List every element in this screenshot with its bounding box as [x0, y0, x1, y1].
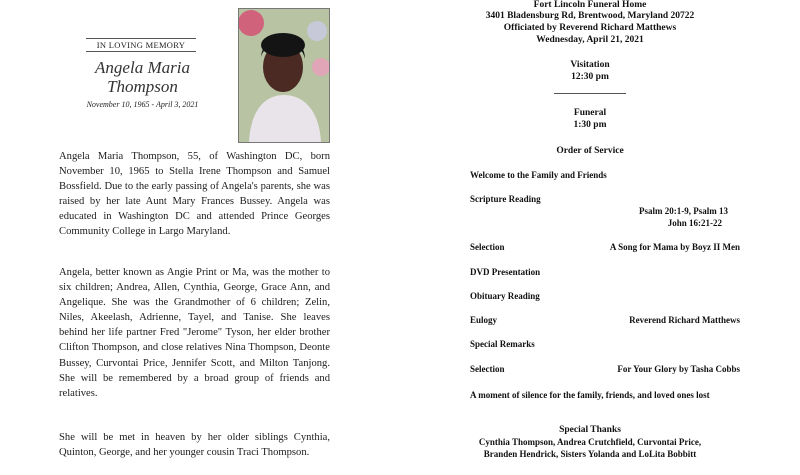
obituary-paragraph-2: Angela, better known as Angie Print or Ma, was the mother to six children; Andrea, Allen, Cynthia, George, Grace Ann, and Angelique. She was the Grandmother of 6 children; Zelin, Niles, Akeelash, Adrienne, Tayel, and Tanise. She leaves behind her life partner Fred "Jerome" Tyson, her elder brother Clifton Thompson, and close relatives Nina Thompson, Deonte Bussey, Curvontai Price, Jennifer Scott, and Milton Tanjong. She will be remembered by a broad group of friends and relatives. [59, 267, 330, 399]
service-item-scripture: Scripture Reading [470, 194, 541, 204]
special-thanks-title: Special Thanks [559, 425, 621, 435]
service-program-panel [400, 0, 800, 475]
eulogy-detail: Reverend Richard Matthews [629, 315, 740, 325]
funeral-home-address: 3401 Bladensburg Rd, Brentwood, Maryland 20722 [485, 11, 695, 21]
deceased-name-line2: Thompson [107, 77, 178, 96]
service-item-eulogy: Eulogy [470, 315, 498, 325]
service-date: Wednesday, April 21, 2021 [536, 35, 644, 45]
deceased-name-line1: Angela Maria [95, 58, 190, 77]
funeral-time: 1:30 pm [573, 120, 607, 130]
memory-banner [86, 38, 196, 52]
service-item-remarks: Special Remarks [470, 339, 535, 349]
funeral-label: Funeral [573, 108, 607, 118]
portrait-photo [238, 8, 330, 143]
officiant-line: Officiated by Reverend Richard Matthews [503, 23, 677, 33]
order-of-service-title: Order of Service [556, 146, 624, 156]
visitation-label: Visitation [570, 60, 610, 70]
service-item-dvd: DVD Presentation [470, 267, 541, 277]
section-divider [554, 93, 626, 94]
obituary-paragraph-1: Angela Maria Thompson, 55, of Washington DC, born November 10, 1965 to Stella Irene Thompson and Samuel Bossfield. Due to the early passing of Angela's parents, she was raised by her late Aunt Mary Frances Bussey. Angela was educated in Washington DC and attended Prince Georges Community College in Largo Maryland. [59, 151, 330, 238]
scripture-ref-2: John 16:21-22 [667, 218, 722, 228]
memory-label: IN LOVING MEMORY [96, 40, 186, 50]
memory-rule-bottom [86, 51, 196, 52]
service-item-welcome: Welcome to the Family and Friends [470, 170, 607, 180]
special-thanks-line-1: Cynthia Thompson, Andrea Crutchfield, Curvontai Price, [478, 437, 702, 447]
service-item-obituary: Obituary Reading [470, 291, 540, 301]
service-item-selection-1: Selection [470, 242, 505, 252]
obituary-paragraph-3: She will be met in heaven by her older siblings Cynthia, Quinton, George, and her younger cousin Traci Thompson. [59, 432, 330, 459]
visitation-time: 12:30 pm [571, 72, 609, 82]
service-item-selection-2: Selection [470, 364, 505, 374]
deceased-name [60, 58, 225, 96]
scripture-ref-1: Psalm 20:1-9, Psalm 13 [639, 206, 728, 216]
life-dates: November 10, 1965 - April 3, 2021 [86, 100, 199, 109]
funeral-home-name: Fort Lincoln Funeral Home [533, 0, 647, 10]
service-item-moment-of-silence: A moment of silence for the family, friends, and loved ones lost [470, 390, 710, 400]
selection-2-detail: For Your Glory by Tasha Cobbs [617, 364, 740, 374]
special-thanks-line-2: Branden Hendrick, Sisters Yolanda and LoLita Bobbitt [483, 449, 697, 459]
selection-1-detail: A Song for Mama by Boyz II Men [609, 242, 740, 252]
